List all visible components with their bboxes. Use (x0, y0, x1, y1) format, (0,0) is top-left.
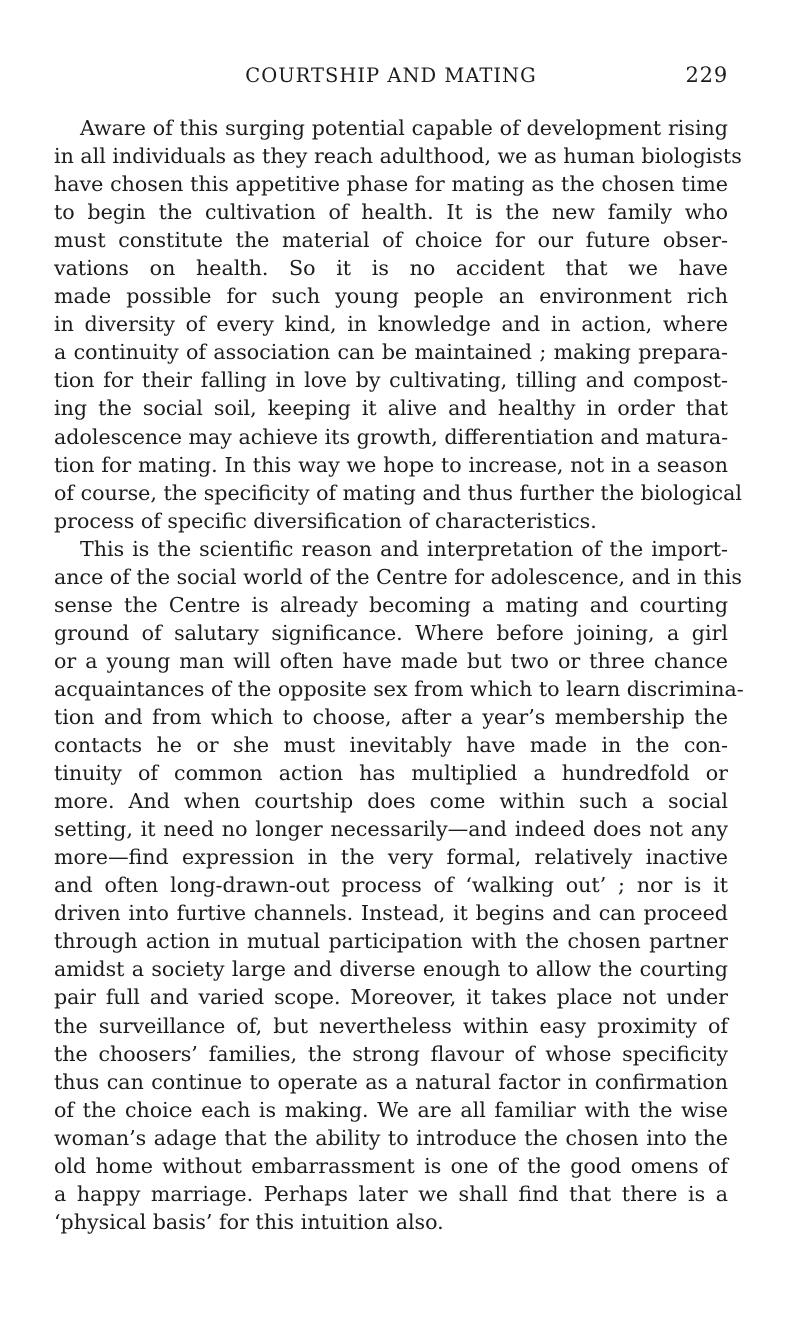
text-line: vations on health. So it is no accident that we have (54, 256, 728, 281)
text-line: to begin the cultivation of health. It is the new family who (54, 200, 728, 225)
text-line: ground of salutary significance. Where before joining, a girl (54, 620, 728, 645)
text-line: woman’s adage that the ability to introduce the chosen into the (54, 1125, 728, 1150)
text-line: acquaintances of the opposite sex from which to learn discrimina- (54, 676, 744, 701)
text-line: process of specific diversification of characteristics. (54, 508, 597, 533)
text-line: more. And when courtship does come within such a social (54, 789, 728, 814)
text-line: ‘physical basis’ for this intuition also. (54, 1209, 444, 1234)
text-line: ance of the social world of the Centre for adolescence, and in this (54, 564, 743, 589)
text-line: tinuity of common action has multiplied a hundredfold or (54, 761, 728, 786)
running-title: COURTSHIP AND MATING (245, 64, 537, 87)
text-line: contacts he or she must inevitably have made in the con- (54, 733, 728, 758)
text-line: tion and from which to choose, after a year’s membership the (54, 704, 728, 729)
text-line: of course, the specificity of mating and thus further the biological (54, 480, 742, 505)
text-line: ing the social soil, keeping it alive and healthy in order that (54, 396, 728, 421)
text-line: old home without embarrassment is one of the good omens of (54, 1153, 728, 1178)
text-line: driven into furtive channels. Instead, it begins and can proceed (54, 901, 728, 926)
text-line: pair full and varied scope. Moreover, it takes place not under (54, 985, 728, 1010)
page-number: 229 (685, 63, 728, 87)
text-line: adolescence may achieve its growth, differentiation and matura- (54, 424, 729, 449)
text-line: and often long-drawn-out process of ‘walking out’ ; nor is it (54, 873, 728, 898)
running-head (54, 64, 728, 96)
text-line: through action in mutual participation with the chosen partner (54, 929, 728, 954)
text-line: more—find expression in the very formal, relatively inactive (54, 845, 728, 870)
text-line: amidst a society large and diverse enough to allow the courting (54, 957, 728, 982)
text-line: must constitute the material of choice for our future obser- (54, 228, 728, 253)
text-line: the choosers’ families, the strong flavour of whose specificity (54, 1041, 728, 1066)
text-line: made possible for such young people an environment rich (54, 284, 728, 309)
text-line: setting, it need no longer necessarily—and indeed does not any (54, 817, 728, 842)
text-line: thus can continue to operate as a natural factor in confirmation (54, 1069, 728, 1094)
text-line: tion for their falling in love by cultivating, tilling and compost- (54, 368, 728, 393)
text-line: or a young man will often have made but two or three chance (54, 648, 728, 673)
text-line: tion for mating. In this way we hope to increase, not in a season (54, 452, 728, 477)
text-line: a happy marriage. Perhaps later we shall find that there is a (54, 1181, 728, 1206)
text-line: the surveillance of, but nevertheless within easy proximity of (54, 1013, 728, 1038)
text-line: in all individuals as they reach adulthood, we as human biologists (54, 144, 742, 169)
text-line: This is the scientific reason and interpretation of the import- (80, 536, 728, 561)
text-line: a continuity of association can be maintained ; making prepara- (54, 340, 728, 365)
book-page (54, 63, 744, 1236)
text-line: Aware of this surging potential capable of development rising (80, 116, 728, 140)
text-line: have chosen this appetitive phase for mating as the chosen time (54, 172, 728, 197)
text-line: of the choice each is making. We are all familiar with the wise (54, 1097, 728, 1122)
body-text (54, 114, 744, 1236)
text-line: in diversity of every kind, in knowledge and in action, where (54, 312, 728, 337)
text-line: sense the Centre is already becoming a mating and courting (54, 592, 728, 617)
